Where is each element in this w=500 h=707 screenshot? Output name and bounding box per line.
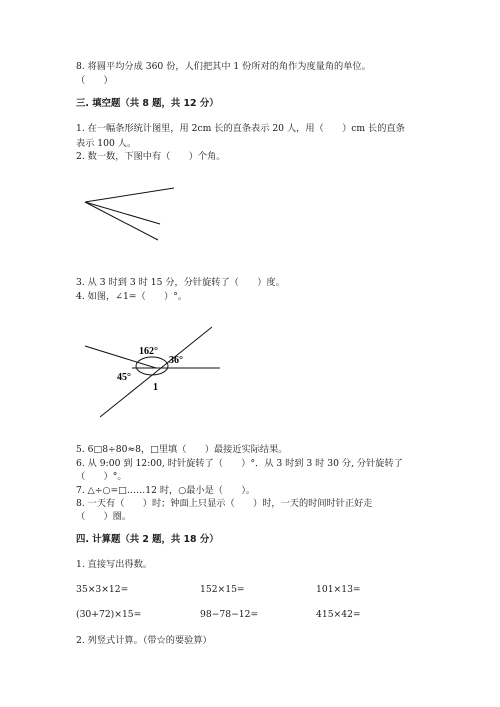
calc-problem: 98−78−12=: [200, 609, 259, 620]
fill-q4: 4. 如图，∠1=（ ）°。: [76, 291, 188, 302]
calc-problem: 101×13=: [316, 584, 361, 595]
fill-q1-line2: 表示 100 人。: [76, 138, 137, 149]
calc-problem: 415×42=: [316, 609, 361, 620]
angle-count-figure: [76, 180, 186, 250]
calc-problem: 35×3×12=: [76, 584, 129, 595]
fill-q7: 7. △÷○=□……12 时，○最小是（ ）。: [76, 485, 256, 496]
judge-q8-text: 8. 将圆平均分成 360 份，人们把其中 1 份所对的角作为度量角的单位。: [76, 61, 371, 72]
angle-label-45: 45°: [117, 372, 131, 383]
calc-q1: 1. 直接写出得数。: [76, 559, 152, 570]
ray: [85, 202, 158, 240]
fill-section-heading: 三. 填空题（共 8 题，共 12 分）: [76, 98, 219, 109]
fill-q5: 5. 6□8÷80≈8，□里填（ ）最接近实际结果。: [76, 444, 288, 455]
fill-q8-line1: 8. 一天有（ ）时；钟面上只显示（ ）时，一天的时间时针正好走: [76, 498, 373, 509]
fill-q8-line2: （ ）圈。: [76, 511, 132, 522]
fill-q6-line2: （ ）°。: [76, 471, 127, 482]
calc-problem: 152×15=: [200, 584, 245, 595]
fill-q1-line1: 1. 在一幅条形统计图里，用 2cm 长的直条表示 20 人，用（ ）cm 长的直条: [76, 123, 405, 134]
angle-label-36: 36°: [169, 355, 183, 366]
judge-q8-answer-blank[interactable]: （ ）: [76, 75, 113, 86]
ray: [85, 188, 174, 202]
calc-section-heading: 四. 计算题（共 2 题，共 18 分）: [76, 534, 219, 545]
ray: [85, 202, 160, 224]
angle-label-162: 162°: [139, 346, 158, 357]
angle-label-1: 1: [153, 382, 158, 393]
fill-q6-line1: 6. 从 9:00 到 12:00, 时针旋转了（ ）°．从 3 时到 3 时 30 分, 分针旋转了: [76, 458, 403, 469]
fill-q2: 2. 数一数，下图中有（ ）个角。: [76, 151, 226, 162]
fill-q3: 3. 从 3 时到 3 时 15 分，分针旋转了（ ）度。: [76, 277, 285, 288]
calc-q2: 2. 列竖式计算。（带☆的要验算）: [76, 635, 212, 646]
intersecting-lines-figure: [80, 322, 225, 422]
calc-problem: (30+72)×15=: [76, 609, 142, 620]
